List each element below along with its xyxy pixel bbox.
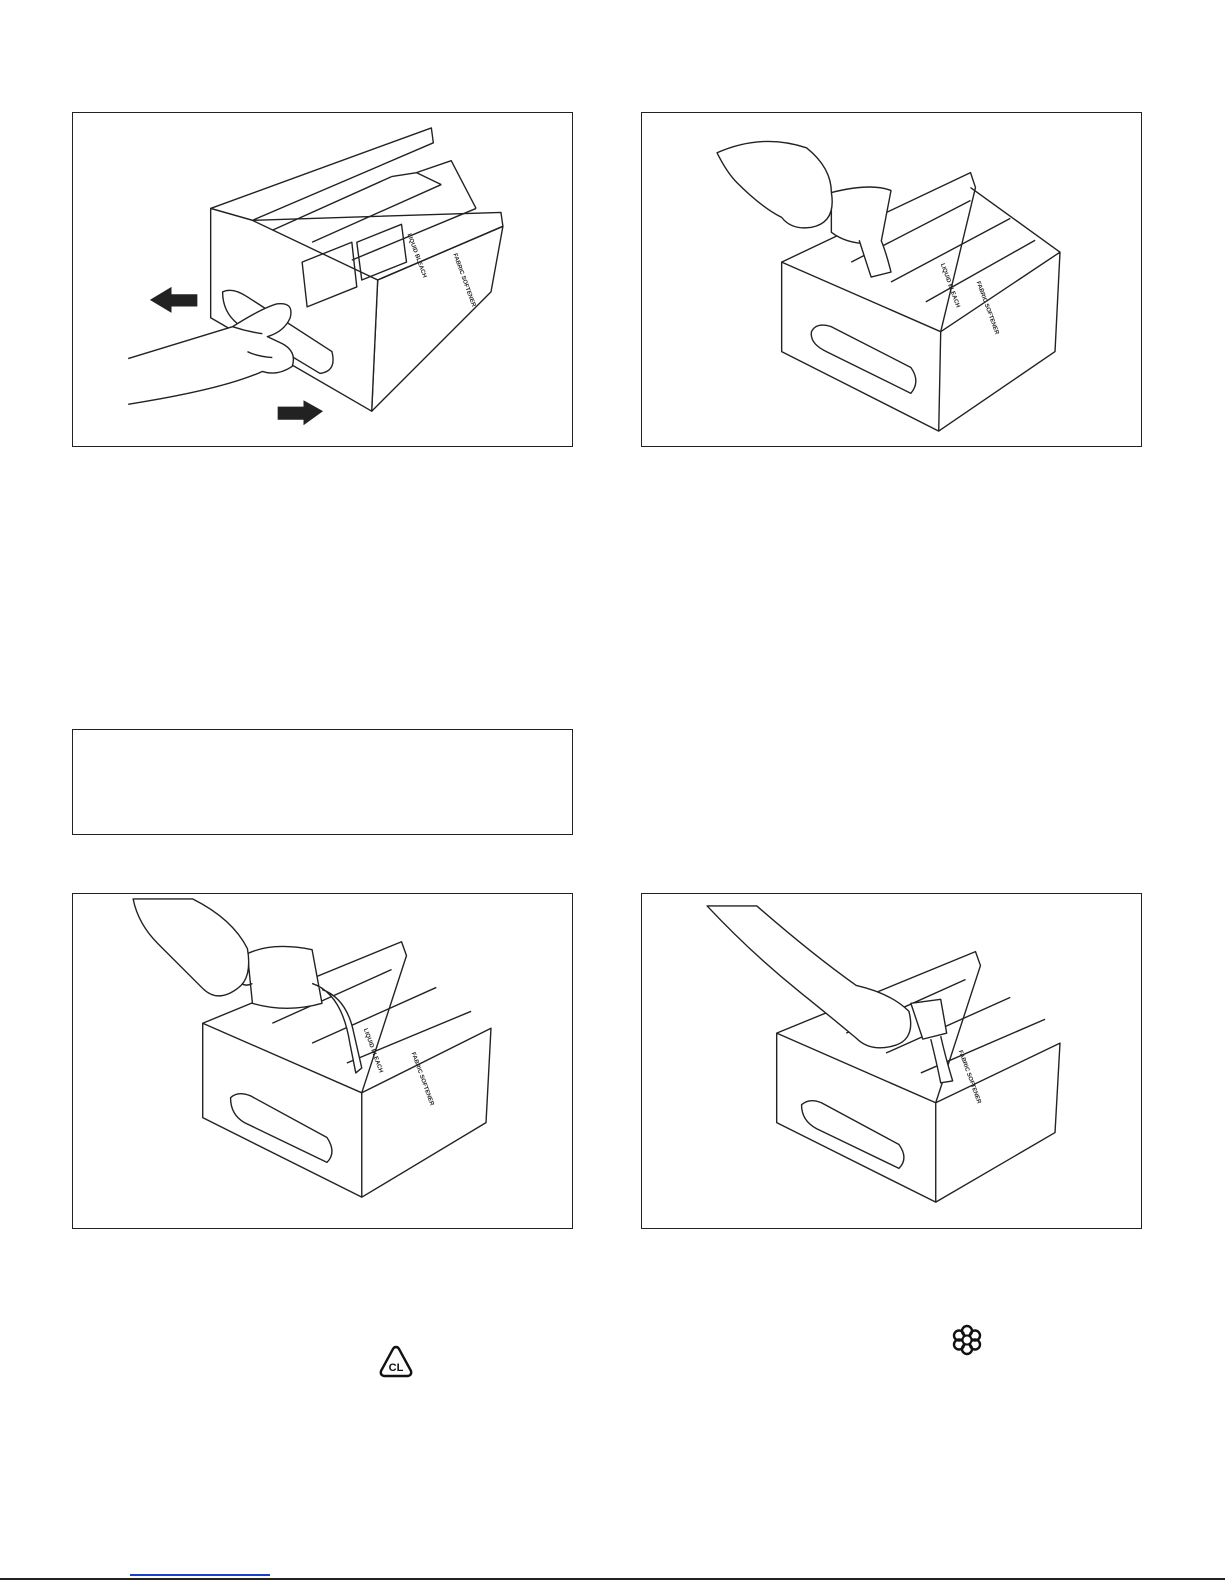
bleach-symbol-text: CL — [388, 1362, 404, 1374]
footer-link-underline[interactable] — [130, 1574, 270, 1576]
note-box — [72, 729, 573, 835]
figure-add-powder-detergent — [641, 112, 1142, 447]
label-liquid-bleach: LIQUID BLEACH — [405, 232, 428, 279]
bottom-rule — [0, 1578, 1225, 1580]
label-fabric-softener: FABRIC SOFTENER — [409, 1051, 435, 1107]
drawer-illustration — [73, 894, 572, 1228]
figure-add-fabric-softener — [641, 893, 1142, 1229]
figure-add-liquid-bleach — [72, 893, 573, 1229]
chlorine-bleach-icon — [379, 1345, 413, 1379]
label-liquid-bleach: LIQUID BLEACH — [938, 262, 961, 309]
label-fabric-softener: FABRIC SOFTENER — [451, 252, 477, 308]
flower-softener-icon — [951, 1324, 983, 1356]
drawer-illustration — [642, 894, 1141, 1228]
figure-pull-out-drawer — [72, 112, 573, 447]
label-fabric-softener: FABRIC SOFTENER — [974, 280, 1000, 336]
drawer-illustration — [642, 113, 1141, 446]
label-liquid-bleach: LIQUID BLEACH — [361, 1027, 384, 1074]
drawer-illustration — [73, 113, 572, 446]
label-fabric-softener: FABRIC SOFTENER — [956, 1049, 982, 1105]
